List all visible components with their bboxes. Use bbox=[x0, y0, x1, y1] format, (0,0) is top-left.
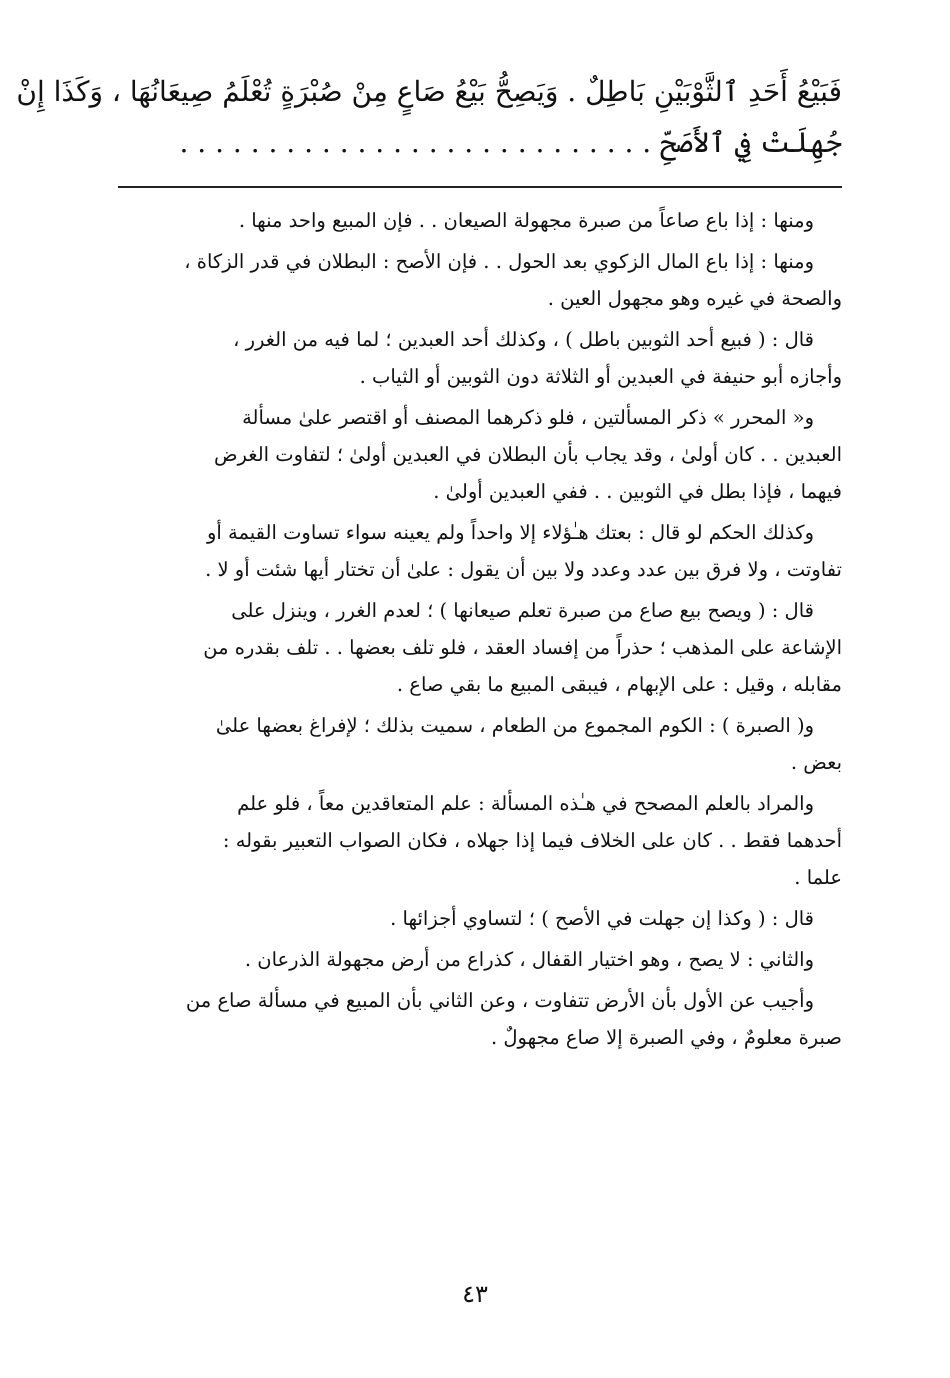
commentary-line: والثاني : لا يصح ، وهو اختيار القفال ، كذراع من أرض مجهولة الذرعان . bbox=[244, 948, 814, 971]
commentary-line: تفاوتت ، ولا فرق بين عدد وعدد ولا بين أن يقول : علىٰ أن تختار أيها شئت أو لا . bbox=[205, 558, 842, 581]
commentary-paragraph bbox=[118, 321, 842, 395]
commentary-line: فيهما ، فإذا بطل في الثوبين . . ففي العبدين أولىٰ . bbox=[433, 480, 842, 503]
commentary-paragraph bbox=[118, 982, 842, 1056]
commentary-line: ومنها : إذا باع صاعاً من صبرة مجهولة الصيعان . . فإن المبيع واحد منها . bbox=[238, 209, 814, 232]
commentary-line: والصحة في غيره وهو مجهول العين . bbox=[547, 287, 842, 310]
commentary-line: علما . bbox=[794, 866, 842, 889]
commentary-paragraph bbox=[118, 243, 842, 317]
commentary-paragraph bbox=[118, 941, 842, 978]
commentary-line: العبدين . . كان أولىٰ ، وقد يجاب بأن البطلان في العبدين أولىٰ ؛ لتفاوت الغرض bbox=[213, 443, 842, 466]
page-number: ٤٣ bbox=[462, 1280, 488, 1308]
main-text-line: فَبَيْعُ أَحَدِ ٱلثَّوْبَيْنِ بَاطِلٌ . وَيَصِحُّ بَيْعُ صَاعٍ مِنْ صُبْرَةٍ تُعْلَمُ صِيعَانُهَا ، وَكَذَا إِنْ bbox=[16, 75, 842, 108]
commentary-line: ومنها : إذا باع المال الزكوي بعد الحول . . فإن الأصح : البطلان في قدر الزكاة ، bbox=[184, 250, 814, 273]
commentary-line: الإشاعة على المذهب ؛ حذراً من إفساد العقد ، فلو تلف بعضها . . تلف بقدره من bbox=[203, 636, 842, 659]
main-text bbox=[16, 66, 842, 168]
commentary-paragraph bbox=[118, 202, 842, 239]
commentary-paragraph bbox=[118, 514, 842, 588]
commentary-paragraph bbox=[118, 900, 842, 937]
commentary-line: و( الصبرة ) : الكوم المجموع من الطعام ، سميت بذلك ؛ لإفراغ بعضها علىٰ bbox=[215, 714, 814, 737]
commentary-line: قال : ( وكذا إن جهلت في الأصح ) ؛ لتساوي أجزائها . bbox=[390, 907, 814, 930]
commentary-line: قال : ( فبيع أحد الثوبين باطل ) ، وكذلك أحد العبدين ؛ لما فيه من الغرر ، bbox=[233, 328, 814, 351]
commentary-line: وكذلك الحكم لو قال : بعتك هـٰؤلاء إلا واحداً ولم يعينه سواء تساوت القيمة أو bbox=[207, 521, 814, 544]
separator-rule bbox=[118, 186, 842, 188]
commentary-paragraph bbox=[118, 785, 842, 896]
main-text-dots: . . . . . . . . . . . . . . . . . . . . . . . . . . . bbox=[179, 126, 652, 159]
commentary-line: وأجازه أبو حنيفة في العبدين أو الثلاثة دون الثوبين أو الثياب . bbox=[359, 365, 842, 388]
commentary-line: وأجيب عن الأول بأن الأرض تتفاوت ، وعن الثاني بأن المبيع في مسألة صاع من bbox=[185, 989, 814, 1012]
commentary-paragraph bbox=[118, 592, 842, 703]
main-text-line bbox=[118, 117, 842, 168]
commentary-line: أحدهما فقط . . كان على الخلاف فيما إذا جهلاه ، فكان الصواب التعبير بقوله : bbox=[222, 829, 842, 852]
commentary-line: بعض . bbox=[790, 751, 842, 774]
commentary-line: مقابله ، وقيل : على الإبهام ، فيبقى المبيع ما بقي صاع . bbox=[396, 673, 842, 696]
main-text-fragment: جُهِلَتْ فِي ٱلأَصَحِّ bbox=[660, 126, 842, 159]
commentary bbox=[118, 202, 842, 1056]
commentary-paragraph bbox=[118, 399, 842, 510]
commentary-line: قال : ( ويصح بيع صاع من صبرة تعلم صيعانها ) ؛ لعدم الغرر ، وينزل على bbox=[231, 599, 814, 622]
commentary-paragraph bbox=[118, 707, 842, 781]
commentary-line: و« المحرر » ذكر المسألتين ، فلو ذكرهما المصنف أو اقتصر علىٰ مسألة bbox=[242, 406, 814, 429]
commentary-line: صبرة معلومٌ ، وفي الصبرة إلا صاع مجهولٌ . bbox=[490, 1026, 842, 1049]
commentary-line: والمراد بالعلم المصحح في هـٰذه المسألة : علم المتعاقدين معاً ، فلو علم bbox=[237, 792, 814, 815]
